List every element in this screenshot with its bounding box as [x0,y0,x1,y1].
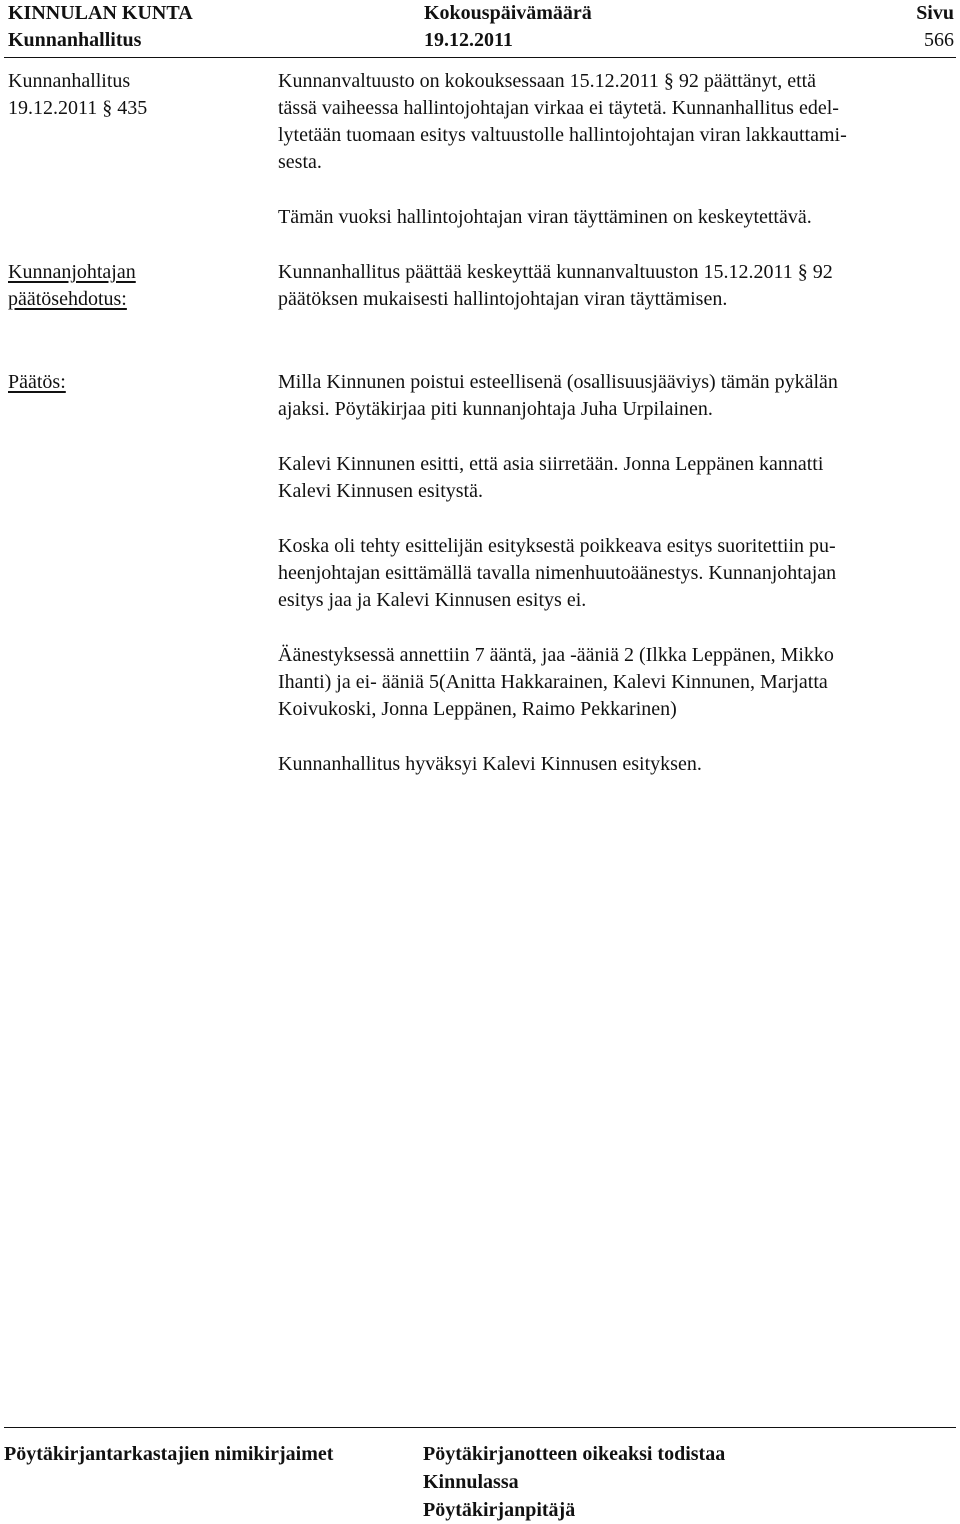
text-line: Ihanti) ja ei- ääniä 5(Anitta Hakkarainen, Kalevi Kinnunen, Marjatta [278,671,828,693]
page-number: 566 [924,29,954,51]
text-line: tässä vaiheessa hallintojohtajan virkaa ei täytetä. Kunnanhallitus edel- [278,97,839,119]
intro-paragraph [278,68,942,176]
decision-paragraph-5 [278,751,942,778]
page-label: Sivu [916,2,954,24]
municipality-name: KINNULAN KUNTA [8,2,193,24]
text-line: Kunnanhallitus hyväksyi Kalevi Kinnusen esityksen. [278,753,702,775]
section-reference: 19.12.2011 § 435 [8,97,148,119]
text-line: Kunnanvaltuusto on kokouksessaan 15.12.2011 § 92 päättänyt, että [278,70,817,92]
footer-divider [4,1427,956,1428]
footer-initials-label: Pöytäkirjantarkastajien nimikirjaimet [4,1443,334,1465]
text-line: sesta. [278,151,322,173]
proposal-paragraph [278,259,942,313]
meeting-date: 19.12.2011 [424,29,513,51]
header-body-name: Kunnanhallitus [8,29,142,51]
text-line: päätöksen mukaisesti hallintojohtajan viran täyttämisen. [278,288,728,310]
text-line: heenjohtajan esittämällä tavalla nimenhuutoäänestys. Kunnanjohtajan [278,562,837,584]
proposal-label-line1: Kunnanjohtajan [8,261,136,283]
text-line: ajaksi. Pöytäkirjaa piti kunnanjohtaja Juha Urpilainen. [278,398,713,420]
section-body: Kunnanhallitus [8,70,131,92]
footer-certification-label: Pöytäkirjanotteen oikeaksi todistaa [423,1443,726,1465]
text-line: Äänestyksessä annettiin 7 ääntä, jaa -ääniä 2 (Ilkka Leppänen, Mikko [278,644,834,666]
text-line: Kalevi Kinnunen esitti, että asia siirretään. Jonna Leppänen kannatti [278,453,824,475]
header-divider [4,57,956,58]
footer-place: Kinnulassa [423,1471,519,1493]
decision-paragraph-4 [278,642,942,723]
text-line: Koivukoski, Jonna Leppänen, Raimo Pekkarinen) [278,698,677,720]
text-line: Kalevi Kinnusen esitystä. [278,480,483,502]
text-line: Tämän vuoksi hallintojohtajan viran täyttäminen on keskeytettävä. [278,206,812,228]
meeting-date-label: Kokouspäivämäärä [424,2,592,24]
reason-paragraph [278,204,942,231]
footer-secretary-label: Pöytäkirjanpitäjä [423,1499,576,1521]
text-line: lytetään tuomaan esitys valtuustolle hallintojohtajan viran lakkauttami- [278,124,847,146]
text-line: Milla Kinnunen poistui esteellisenä (osallisuusjääviys) tämän pykälän [278,371,838,393]
decision-paragraph-3 [278,533,942,614]
decision-paragraph-1 [278,369,942,423]
decision-label: Päätös: [8,371,66,393]
decision-paragraph-2 [278,451,942,505]
text-line: Koska oli tehty esittelijän esityksestä poikkeava esitys suoritettiin pu- [278,535,836,557]
text-line: Kunnanhallitus päättää keskeyttää kunnanvaltuuston 15.12.2011 § 92 [278,261,833,283]
proposal-label-line2: päätösehdotus: [8,288,127,310]
text-line: esitys jaa ja Kalevi Kinnusen esitys ei. [278,589,587,611]
